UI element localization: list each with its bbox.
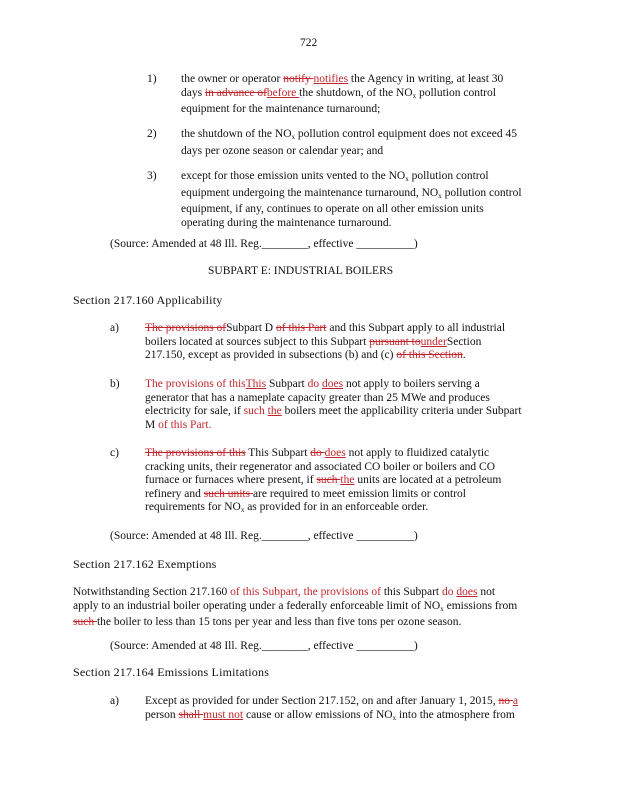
subsection-text: The provisions of this This Subpart do does not apply to fluidized catalytic cracking units, their regenerator and associated CO boiler or boilers and CO furnace or furnaces where present, if such the units are located at a petroleum refinery and such units are required to meet emission limits or control requirements for $NO_x$ as provided for in an enforceable order. xyxy=(145,447,502,514)
page-number: 722 xyxy=(300,37,318,49)
item-text: the owner or operator notify notifies the Agency in writing, at least 30 days in advance ofbefore the shutdown, of the $NO_x$ pollution control equipment for the maintenance turnaround; xyxy=(181,73,504,115)
item-number: 3) xyxy=(147,170,157,182)
source-note: (Source: Amended at 48 Ill. Reg.________, effective __________) xyxy=(110,530,418,542)
item-number: 2) xyxy=(147,128,157,140)
item-text: except for those emission units vented to the $NO_x$ pollution control equipment undergoing the maintenance turnaround, $NO_x$ pollution control equipment, if any, continues to operate on all other emission units operating during the maintenance turnaround. xyxy=(181,170,522,229)
item-number: 1) xyxy=(147,73,157,85)
source-note: (Source: Amended at 48 Ill. Reg.________, effective __________) xyxy=(110,238,418,250)
subsection-number: a) xyxy=(110,695,119,707)
subsection-number: b) xyxy=(110,378,120,390)
subsection-number: c) xyxy=(110,447,119,459)
subpart-title: SUBPART E: INDUSTRIAL BOILERS xyxy=(208,265,394,277)
item-text: the shutdown of the $NO_x$ pollution control equipment does not exceed 45 days per ozone season or calendar year; and xyxy=(181,128,517,157)
section-heading: Section 217.164 Emissions Limitations xyxy=(73,665,270,679)
section-heading: Section 217.162 Exemptions xyxy=(73,557,217,571)
subsection-text: The provisions ofSubpart D of this Part and this Subpart apply to all industrial boilers located at sources subject to this Subpart pursuant tounderSection 217.150, except as provided in subsections (b) and (c) of this Section. xyxy=(145,322,506,361)
source-note: (Source: Amended at 48 Ill. Reg.________, effective __________) xyxy=(110,640,418,652)
section-heading: Section 217.160 Applicability xyxy=(73,293,223,307)
section-text: Notwithstanding Section 217.160 of this Subpart, the provisions of this Subpart do does not apply to an industrial boiler operating under a federally enforceable limit of $NO_x$ emissions from such the boiler to less than 15 tons per year and less than five tons per ozone season. xyxy=(73,586,518,628)
subsection-text: The provisions of thisThis Subpart do does not apply to boilers serving a generator that has a nameplate capacity greater than 25 MWe and produces electricity for sale, if such the boilers meet the applicability criteria under Subpart M of this Part. xyxy=(145,378,522,431)
subsection-text: Except as provided for under Section 217.152, on and after January 1, 2015, no a person shall must not cause or allow emissions of $NO_x$ into the atmosphere from xyxy=(145,695,519,722)
subsection-number: a) xyxy=(110,322,119,334)
